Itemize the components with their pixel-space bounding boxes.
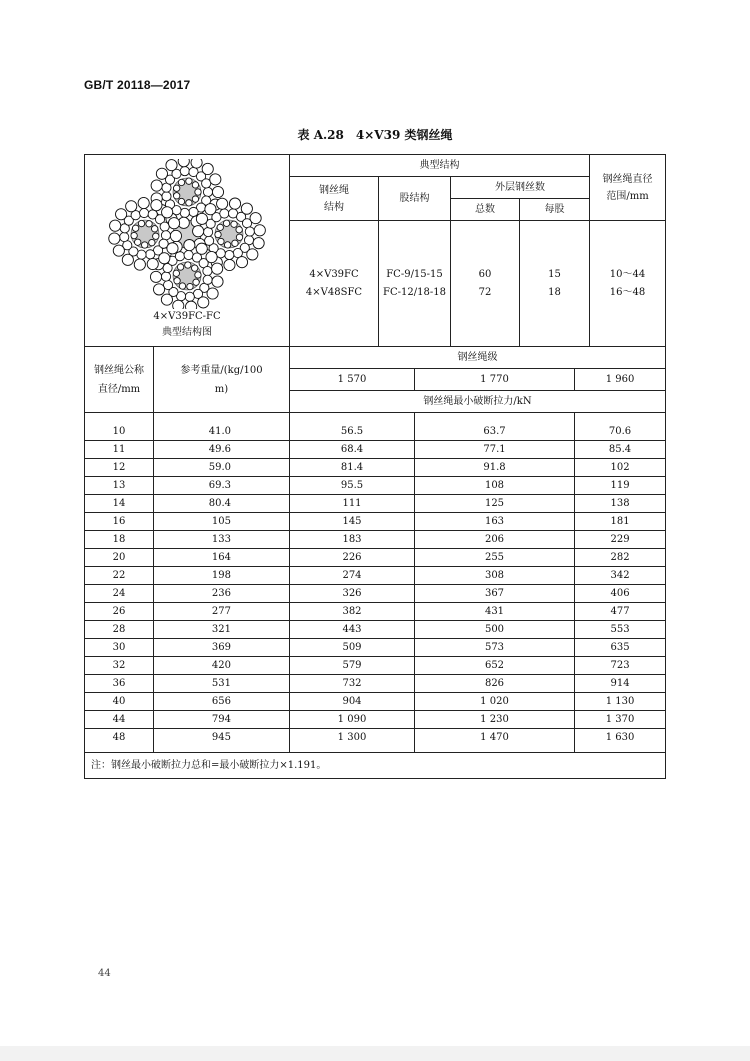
- wire: [220, 209, 229, 218]
- weight-cell: 41.0: [154, 413, 290, 441]
- weight-cell: 69.3: [154, 477, 290, 495]
- wire: [132, 225, 138, 231]
- force-1770-cell: 163: [415, 513, 575, 531]
- wire: [231, 221, 237, 227]
- force-1570-cell: 443: [290, 621, 415, 639]
- wire: [173, 300, 184, 309]
- table-row: [85, 513, 666, 531]
- grade-header: 钢丝绳级: [290, 347, 666, 369]
- wire: [178, 159, 189, 167]
- diameter-cell: 11: [85, 441, 154, 459]
- force-1770-cell: 63.7: [415, 413, 575, 441]
- wire: [138, 220, 144, 226]
- wire: [170, 230, 181, 241]
- weight-cell: 277: [154, 603, 290, 621]
- wire: [138, 197, 149, 208]
- wire: [146, 250, 155, 259]
- diameter-cell: 14: [85, 495, 154, 513]
- grade-1570: 1 570: [290, 369, 415, 391]
- wire: [166, 160, 177, 171]
- force-1960-cell: 477: [575, 603, 666, 621]
- force-1960-cell: 723: [575, 657, 666, 675]
- diameter-range-label: 钢丝绳直径范围/mm: [602, 173, 653, 202]
- force-1960-cell: 229: [575, 531, 666, 549]
- table-row: [85, 531, 666, 549]
- wire: [206, 251, 217, 262]
- table-row: [85, 621, 666, 639]
- wire: [192, 182, 198, 188]
- force-1570-cell: 382: [290, 603, 415, 621]
- force-1570-cell: 904: [290, 693, 415, 711]
- wire: [229, 198, 240, 209]
- diameter-cell: 13: [85, 477, 154, 495]
- diameter-header: [85, 347, 154, 413]
- wire: [173, 193, 179, 199]
- wire: [150, 271, 161, 282]
- wire: [196, 213, 207, 224]
- wire: [126, 201, 137, 212]
- wire: [186, 200, 192, 206]
- wire: [217, 198, 228, 209]
- rope-structure-1: 4×V39FC: [309, 268, 359, 280]
- weight-header: [154, 347, 290, 413]
- total-2: 72: [478, 286, 492, 298]
- wire: [110, 220, 121, 231]
- weight-cell: 105: [154, 513, 290, 531]
- figure-caption-label: 典型结构图: [162, 327, 212, 338]
- diameter-cell: 18: [85, 531, 154, 549]
- wire: [203, 275, 212, 284]
- wire: [173, 270, 179, 276]
- range-values: [590, 221, 666, 347]
- wire: [168, 218, 179, 229]
- bottom-strip: [0, 1046, 750, 1061]
- wire: [113, 245, 124, 256]
- wire: [217, 224, 223, 230]
- diameter-cell: 20: [85, 549, 154, 567]
- wire: [135, 239, 141, 245]
- weight-cell: 531: [154, 675, 290, 693]
- weight-cell: 420: [154, 657, 290, 675]
- force-1770-cell: 500: [415, 621, 575, 639]
- wire: [162, 207, 173, 218]
- force-1770-cell: 108: [415, 477, 575, 495]
- wire: [236, 257, 247, 268]
- weight-cell: 945: [154, 729, 290, 753]
- wire: [236, 227, 242, 233]
- wire: [186, 301, 197, 309]
- wire: [203, 228, 212, 237]
- wire: [245, 227, 254, 236]
- force-1960-cell: 138: [575, 495, 666, 513]
- wire: [178, 198, 184, 204]
- outer-wires-header: 外层钢丝数: [451, 177, 590, 199]
- force-1770-cell: 826: [415, 675, 575, 693]
- table-row: [85, 657, 666, 675]
- table-row: [85, 441, 666, 459]
- wire: [140, 208, 149, 217]
- diameter-cell: 32: [85, 657, 154, 675]
- force-1960-cell: 342: [575, 567, 666, 585]
- wire: [179, 283, 185, 289]
- wire: [146, 221, 152, 227]
- standard-header: GB/T 20118—2017: [84, 78, 191, 92]
- wire: [192, 196, 198, 202]
- weight-cell: 794: [154, 711, 290, 729]
- wire: [191, 265, 197, 271]
- weight-header-label: 参考重量/(kg/100 m): [180, 364, 263, 395]
- weight-cell: 236: [154, 585, 290, 603]
- wire: [161, 294, 172, 305]
- weight-cell: 321: [154, 621, 290, 639]
- wire: [109, 233, 120, 244]
- force-1960-cell: 102: [575, 459, 666, 477]
- total-1: 60: [478, 268, 492, 280]
- range-1: 10～44: [609, 268, 646, 280]
- force-1770-cell: 125: [415, 495, 575, 513]
- force-1570-cell: 1 300: [290, 729, 415, 753]
- wire: [224, 242, 230, 248]
- wire: [207, 288, 218, 299]
- diameter-cell: 40: [85, 693, 154, 711]
- wire: [224, 259, 235, 270]
- wire: [173, 185, 179, 191]
- wire: [184, 250, 193, 259]
- table-title: 表 A.28 4×V39 类钢丝绳: [297, 128, 453, 142]
- wire: [225, 250, 234, 259]
- force-1770-cell: 206: [415, 531, 575, 549]
- force-1570-cell: 95.5: [290, 477, 415, 495]
- wire: [195, 272, 201, 278]
- wire: [180, 167, 189, 176]
- breaking-force-header: 钢丝绳最小破断拉力/kN: [290, 391, 666, 413]
- wire: [210, 174, 221, 185]
- diameter-cell: 22: [85, 567, 154, 585]
- wire: [161, 272, 170, 281]
- table-row: [85, 729, 666, 753]
- wire: [212, 276, 223, 287]
- diameter-cell: 30: [85, 639, 154, 657]
- table-row: [85, 549, 666, 567]
- per-strand-header: 每股: [520, 199, 590, 221]
- wire: [202, 163, 213, 174]
- force-1570-cell: 579: [290, 657, 415, 675]
- wire: [162, 192, 171, 201]
- wire: [161, 231, 170, 240]
- table-row: [85, 567, 666, 585]
- strand-structure-values: [379, 221, 451, 347]
- wire: [134, 259, 145, 270]
- weight-cell: 198: [154, 567, 290, 585]
- diameter-cell: 24: [85, 585, 154, 603]
- wire: [160, 222, 169, 231]
- wire: [167, 243, 178, 254]
- table-row: [85, 585, 666, 603]
- wire: [193, 279, 199, 285]
- force-1770-cell: 1 230: [415, 711, 575, 729]
- wire: [180, 208, 189, 217]
- wire: [247, 249, 258, 260]
- wire: [236, 234, 242, 240]
- wire: [198, 297, 209, 308]
- figure-caption-code: 4×V39FC-FC: [153, 311, 221, 322]
- force-1960-cell: 119: [575, 477, 666, 495]
- wire: [153, 233, 159, 239]
- table-row: [85, 603, 666, 621]
- wire: [218, 238, 224, 244]
- force-1770-cell: 91.8: [415, 459, 575, 477]
- page-number: 44: [98, 968, 111, 979]
- force-1960-cell: 70.6: [575, 413, 666, 441]
- force-1960-cell: 1 370: [575, 711, 666, 729]
- diameter-cell: 48: [85, 729, 154, 753]
- rope-table: [84, 154, 666, 779]
- force-1960-cell: 406: [575, 585, 666, 603]
- diameter-header-label: 钢丝绳公称直径/mm: [94, 364, 144, 395]
- rope-structure-values: [290, 221, 379, 347]
- diameter-cell: 16: [85, 513, 154, 531]
- table-row: [85, 495, 666, 513]
- weight-cell: 59.0: [154, 459, 290, 477]
- range-2: 16～48: [609, 286, 646, 298]
- force-1570-cell: 509: [290, 639, 415, 657]
- force-1770-cell: 1 470: [415, 729, 575, 753]
- wire: [186, 178, 192, 184]
- force-1570-cell: 56.5: [290, 413, 415, 441]
- table-row: [85, 477, 666, 495]
- strand-structure-1: FC-9/15-15: [386, 268, 443, 280]
- wire: [142, 242, 148, 248]
- per-strand-1: 15: [548, 268, 561, 280]
- rope-cross-section-figure: [97, 159, 277, 309]
- force-1960-cell: 914: [575, 675, 666, 693]
- wire: [122, 254, 133, 265]
- weight-cell: 369: [154, 639, 290, 657]
- force-1960-cell: 85.4: [575, 441, 666, 459]
- table-row: [85, 693, 666, 711]
- rope-structure-label: 钢丝绳结构: [319, 184, 349, 213]
- wire: [203, 187, 212, 196]
- force-1770-cell: 573: [415, 639, 575, 657]
- total-header: 总数: [451, 199, 520, 221]
- strand-structure-header: 股结构: [379, 177, 451, 221]
- wire: [203, 266, 212, 275]
- force-1770-cell: 652: [415, 657, 575, 675]
- force-1570-cell: 1 090: [290, 711, 415, 729]
- wire: [250, 213, 261, 224]
- wire: [131, 232, 137, 238]
- diameter-cell: 12: [85, 459, 154, 477]
- table-row: [85, 711, 666, 729]
- weight-cell: 133: [154, 531, 290, 549]
- diameter-cell: 26: [85, 603, 154, 621]
- force-1960-cell: 553: [575, 621, 666, 639]
- weight-cell: 656: [154, 693, 290, 711]
- wire: [196, 243, 207, 254]
- per-strand-2: 18: [548, 286, 561, 298]
- force-1770-cell: 77.1: [415, 441, 575, 459]
- diameter-cell: 28: [85, 621, 154, 639]
- force-1770-cell: 431: [415, 603, 575, 621]
- force-1570-cell: 81.4: [290, 459, 415, 477]
- wire: [116, 209, 127, 220]
- diameter-range-header: [590, 155, 666, 221]
- diameter-cell: 44: [85, 711, 154, 729]
- wire: [212, 186, 223, 197]
- force-1570-cell: 274: [290, 567, 415, 585]
- wire: [191, 159, 202, 168]
- force-1570-cell: 68.4: [290, 441, 415, 459]
- total-values: [451, 221, 520, 347]
- weight-cell: 80.4: [154, 495, 290, 513]
- wire: [149, 239, 155, 245]
- wire: [156, 168, 167, 179]
- wire: [189, 207, 198, 216]
- wire: [120, 232, 129, 241]
- wire: [151, 200, 162, 211]
- wire: [232, 240, 238, 246]
- force-1960-cell: 282: [575, 549, 666, 567]
- wire: [151, 180, 162, 191]
- wire: [185, 292, 194, 301]
- force-1770-cell: 1 020: [415, 693, 575, 711]
- rope-structure-2: 4×V48SFC: [305, 286, 363, 298]
- wire: [153, 284, 164, 295]
- force-1570-cell: 145: [290, 513, 415, 531]
- force-1570-cell: 183: [290, 531, 415, 549]
- wire: [193, 226, 204, 237]
- force-1570-cell: 111: [290, 495, 415, 513]
- rope-structure-header: [290, 177, 379, 221]
- wire: [212, 263, 223, 274]
- table-note: 注：钢丝最小破断拉力总和=最小破断拉力×1.191。: [85, 753, 666, 779]
- diameter-cell: 10: [85, 413, 154, 441]
- wire: [187, 283, 193, 289]
- force-1570-cell: 326: [290, 585, 415, 603]
- wire: [151, 226, 157, 232]
- wire: [254, 225, 265, 236]
- strand-structure-2: FC-12/18-18: [383, 286, 446, 298]
- wire: [174, 278, 180, 284]
- wire: [205, 236, 214, 245]
- structure-figure-cell: [85, 155, 290, 347]
- table-row: [85, 413, 666, 441]
- force-1770-cell: 308: [415, 567, 575, 585]
- wire: [241, 203, 252, 214]
- grade-1770: 1 770: [415, 369, 575, 391]
- wire: [205, 204, 216, 215]
- table-row: [85, 459, 666, 477]
- wire: [253, 238, 264, 249]
- wire: [175, 252, 184, 261]
- weight-cell: 164: [154, 549, 290, 567]
- force-1960-cell: 1 630: [575, 729, 666, 753]
- per-strand-values: [520, 221, 590, 347]
- wire: [147, 258, 158, 269]
- wire: [178, 179, 184, 185]
- grade-1960: 1 960: [575, 369, 666, 391]
- force-1570-cell: 732: [290, 675, 415, 693]
- wire: [184, 239, 195, 250]
- force-1570-cell: 226: [290, 549, 415, 567]
- wire: [195, 189, 201, 195]
- typical-structure-heading: 典型结构: [290, 155, 590, 177]
- wire: [159, 253, 170, 264]
- force-1960-cell: 635: [575, 639, 666, 657]
- table-row: [85, 675, 666, 693]
- wire: [223, 220, 229, 226]
- force-1960-cell: 1 130: [575, 693, 666, 711]
- table-row: [85, 639, 666, 657]
- data-rows: [85, 413, 666, 753]
- force-1960-cell: 181: [575, 513, 666, 531]
- force-1770-cell: 255: [415, 549, 575, 567]
- diameter-cell: 36: [85, 675, 154, 693]
- weight-cell: 49.6: [154, 441, 290, 459]
- wire: [177, 264, 183, 270]
- wire: [185, 262, 191, 268]
- force-1770-cell: 367: [415, 585, 575, 603]
- wire: [215, 231, 221, 237]
